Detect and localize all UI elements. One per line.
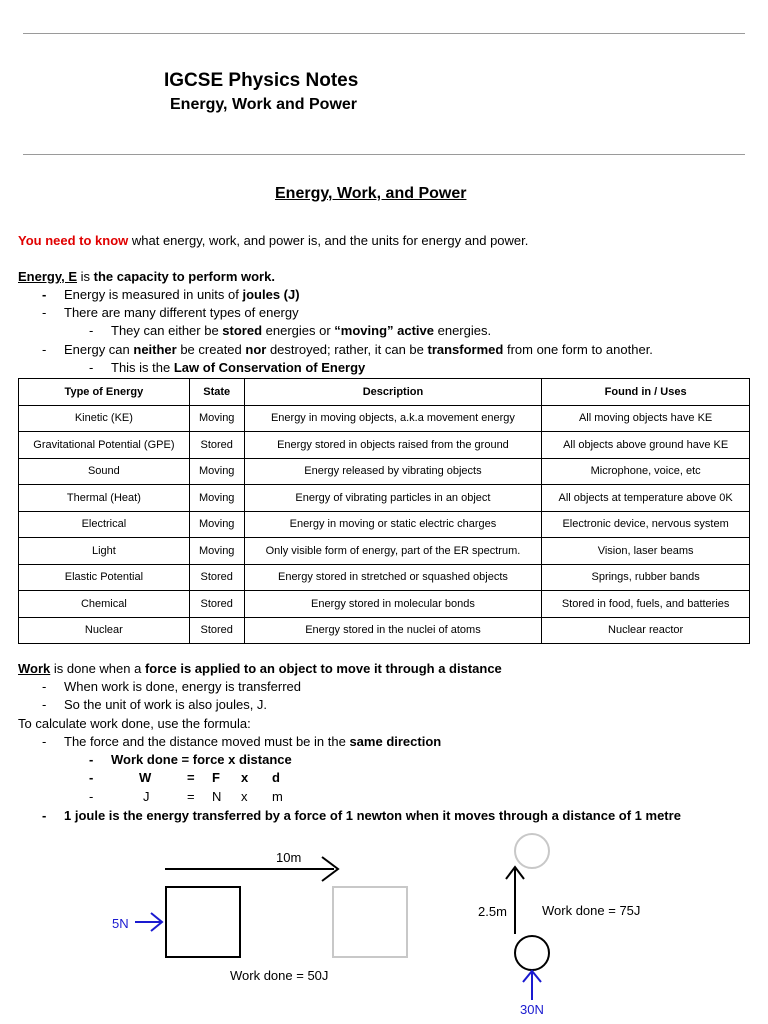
table-row xyxy=(19,458,750,485)
table-cell: Microphone, voice, etc xyxy=(542,458,750,485)
table-cell: Electrical xyxy=(19,511,190,538)
table-cell: All objects at temperature above 0K xyxy=(542,485,750,512)
bullet-dash: - xyxy=(89,360,94,375)
table-cell: Moving xyxy=(189,405,244,432)
energy-bullet-1-text: Energy is measured in units of xyxy=(64,287,243,302)
bullet-dash: - xyxy=(89,789,94,804)
work-definition-b: force is applied to an object to move it through a distance xyxy=(144,661,502,676)
force-arrow-head xyxy=(151,913,162,931)
table-cell: Stored xyxy=(189,617,244,644)
bullet-dash: - xyxy=(42,734,47,749)
table-cell: Thermal (Heat) xyxy=(19,485,190,512)
box-start xyxy=(166,887,240,957)
table-cell: Gravitational Potential (GPE) xyxy=(19,432,190,459)
table-cell: All objects above ground have KE xyxy=(542,432,750,459)
energy-bullet-3 xyxy=(111,323,491,339)
work-calc-intro: To calculate work done, use the formula: xyxy=(18,716,251,731)
work-definition-a: is done when a xyxy=(50,661,145,676)
energy-bullet-4-c: be created xyxy=(176,342,246,357)
work-bullet-3-b: same direction xyxy=(349,734,442,749)
table-cell: Chemical xyxy=(19,591,190,618)
energy-bullet-4-a: Energy can xyxy=(64,342,134,357)
energy-bullet-4-d: nor xyxy=(245,342,267,357)
energy-bullet-4-g: from one form to another. xyxy=(503,342,653,357)
table-cell: All moving objects have KE xyxy=(542,405,750,432)
energy-bullet-3-a: They can either be xyxy=(111,323,223,338)
energy-definition-text: the capacity to perform work. xyxy=(93,269,275,284)
table-row xyxy=(19,591,750,618)
top-rule xyxy=(23,33,745,34)
formula-symbol-x: x xyxy=(241,770,249,785)
table-cell: Energy stored in objects raised from the ground xyxy=(244,432,542,459)
bullet-dash: - xyxy=(89,323,94,338)
table-cell: Nuclear reactor xyxy=(542,617,750,644)
table-cell: Energy released by vibrating objects xyxy=(244,458,542,485)
page-title: IGCSE Physics Notes xyxy=(164,70,359,91)
formula-symbol-w: W xyxy=(139,770,152,785)
energy-bullet-4-b: neither xyxy=(133,342,177,357)
energy-bullet-4-e: destroyed; rather, it can be xyxy=(266,342,428,357)
height-arrow-head xyxy=(506,867,524,879)
energy-is: is xyxy=(77,269,94,284)
energy-bullet-5 xyxy=(111,360,365,376)
energy-bullet-5-b: Law of Conservation of Energy xyxy=(173,360,366,375)
table-cell: Moving xyxy=(189,458,244,485)
intro-emphasis: You need to know xyxy=(18,233,129,248)
force-label: 5N xyxy=(112,916,129,931)
bullet-dash: - xyxy=(42,808,47,823)
table-cell: Electronic device, nervous system xyxy=(542,511,750,538)
ball-start xyxy=(515,936,549,970)
work-bullet-2: So the unit of work is also joules, J. xyxy=(64,697,268,712)
energy-definition xyxy=(18,269,275,285)
table-header: Type of Energy xyxy=(19,379,190,406)
distance-label: 10m xyxy=(276,850,302,865)
distance-arrow-head xyxy=(322,857,338,881)
table-cell: Kinetic (KE) xyxy=(19,405,190,432)
table-cell: Moving xyxy=(189,485,244,512)
table-cell: Sound xyxy=(19,458,190,485)
energy-bullet-4 xyxy=(64,342,653,358)
formula-unit-m: m xyxy=(272,789,283,804)
energy-bullet-4-f: transformed xyxy=(427,342,504,357)
horizontal-work-diagram xyxy=(135,857,407,957)
table-cell: Moving xyxy=(189,511,244,538)
table-row xyxy=(19,432,750,459)
bullet-dash: - xyxy=(89,770,94,785)
height-label: 2.5m xyxy=(478,904,507,919)
table-cell: Light xyxy=(19,538,190,565)
formula-unit-eq: = xyxy=(187,789,195,804)
table-cell: Stored in food, fuels, and batteries xyxy=(542,591,750,618)
intro-text: what energy, work, and power is, and the units for energy and power. xyxy=(128,233,529,248)
energy-types-table xyxy=(18,378,750,644)
bullet-dash: - xyxy=(42,342,47,357)
table-cell: Vision, laser beams xyxy=(542,538,750,565)
table-cell: Nuclear xyxy=(19,617,190,644)
header-rule xyxy=(23,154,745,155)
work-bullet-1: When work is done, energy is transferred xyxy=(64,679,301,694)
ball-end xyxy=(515,834,549,868)
formula-words: Work done = force x distance xyxy=(111,752,292,767)
table-cell: Springs, rubber bands xyxy=(542,564,750,591)
energy-bullet-3-d: “moving” active xyxy=(334,323,434,338)
work-bullet-3-a: The force and the distance moved must be in the xyxy=(64,734,350,749)
energy-bullet-5-a: This is the xyxy=(111,360,174,375)
table-cell: Moving xyxy=(189,538,244,565)
lift-force-arrow-head xyxy=(523,971,541,982)
table-cell: Stored xyxy=(189,564,244,591)
energy-bullet-3-b: stored xyxy=(222,323,263,338)
energy-bullet-3-e: energies. xyxy=(434,323,492,338)
lift-force-label: 30N xyxy=(520,1002,544,1017)
table-cell: Energy of vibrating particles in an object xyxy=(244,485,542,512)
energy-bullet-3-c: energies or xyxy=(262,323,335,338)
work-definition xyxy=(18,661,502,677)
table-row xyxy=(19,617,750,644)
table-row xyxy=(19,538,750,565)
formula-unit-n: N xyxy=(212,789,222,804)
bullet-dash: - xyxy=(42,287,47,302)
box-end xyxy=(333,887,407,957)
energy-bullet-1 xyxy=(64,287,300,303)
table-cell: Only visible form of energy, part of the ER spectrum. xyxy=(244,538,542,565)
formula-unit-x: x xyxy=(241,789,248,804)
table-row xyxy=(19,564,750,591)
table-row xyxy=(19,511,750,538)
table-cell: Energy in moving objects, a.k.a movement energy xyxy=(244,405,542,432)
energy-term: Energy, E xyxy=(18,269,78,284)
joule-definition: 1 joule is the energy transferred by a force of 1 newton when it moves through a distance of 1 metre xyxy=(64,808,681,823)
intro-line xyxy=(18,233,528,249)
energy-bullet-1-unit: joules (J) xyxy=(242,287,300,302)
table-cell: Elastic Potential xyxy=(19,564,190,591)
bullet-dash: - xyxy=(42,697,47,712)
bullet-dash: - xyxy=(42,679,47,694)
work-done-label-1: Work done = 50J xyxy=(230,968,329,983)
work-bullet-3 xyxy=(64,734,441,750)
table-cell: Energy stored in molecular bonds xyxy=(244,591,542,618)
table-header: State xyxy=(189,379,244,406)
table-cell: Stored xyxy=(189,432,244,459)
table-header: Found in / Uses xyxy=(542,379,750,406)
table-cell: Stored xyxy=(189,591,244,618)
work-done-label-2: Work done = 75J xyxy=(542,903,641,918)
table-cell: Energy stored in stretched or squashed objects xyxy=(244,564,542,591)
page-subtitle: Energy, Work and Power xyxy=(170,96,358,113)
formula-symbol-d: d xyxy=(272,770,280,785)
bullet-dash: - xyxy=(89,752,94,767)
table-row xyxy=(19,485,750,512)
formula-symbol-eq: = xyxy=(187,770,195,785)
bullet-dash: - xyxy=(42,305,47,320)
table-header-row xyxy=(19,379,750,406)
table-cell: Energy stored in the nuclei of atoms xyxy=(244,617,542,644)
section-heading: Energy, Work, and Power xyxy=(275,185,467,202)
formula-unit-j: J xyxy=(143,789,150,804)
formula-symbol-f: F xyxy=(212,770,220,785)
table-cell: Energy in moving or static electric charges xyxy=(244,511,542,538)
energy-bullet-2: There are many different types of energy xyxy=(64,305,299,320)
work-term: Work xyxy=(18,661,51,676)
table-row xyxy=(19,405,750,432)
table-header: Description xyxy=(244,379,542,406)
